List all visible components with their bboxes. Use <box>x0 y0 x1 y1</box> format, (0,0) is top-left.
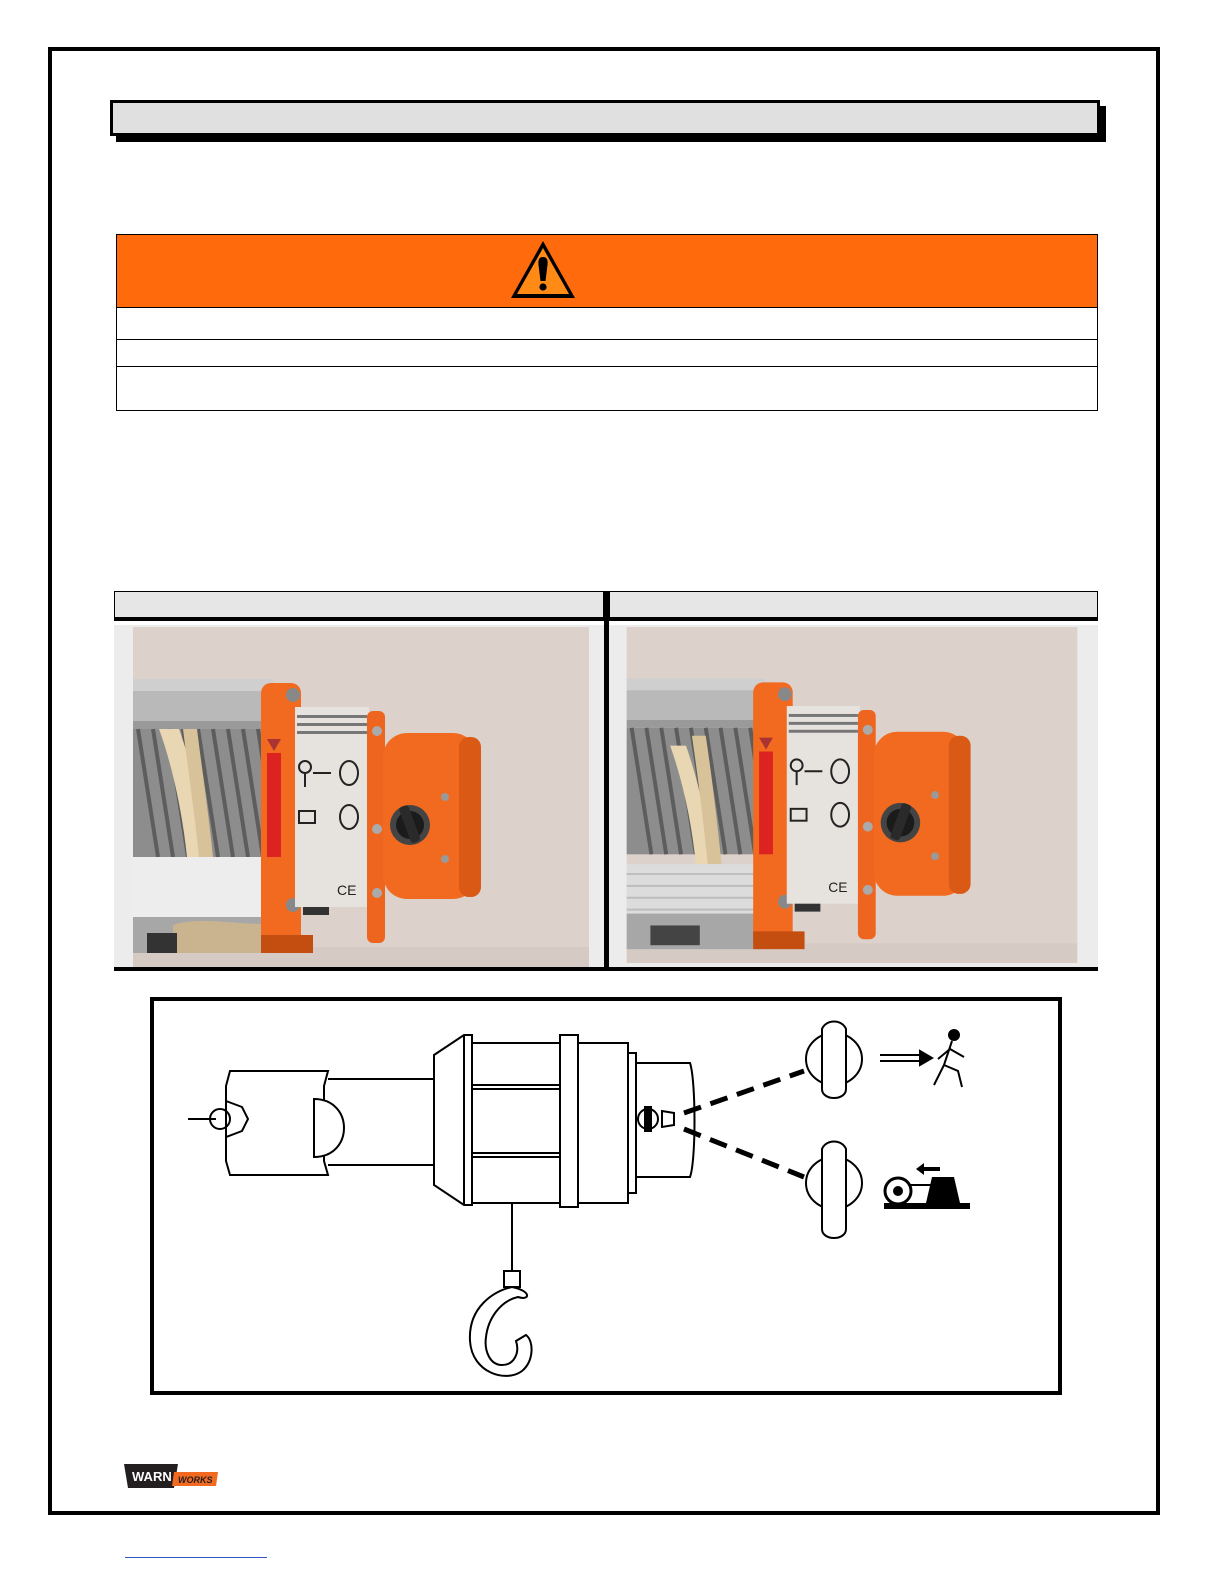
photo-table <box>114 591 1098 971</box>
section-header <box>110 100 1100 136</box>
photo-cell-right <box>609 625 1098 967</box>
winch-line-drawing <box>154 1001 1058 1391</box>
svg-text:CE: CE <box>337 882 357 898</box>
photo-header-left <box>114 591 604 621</box>
warning-row-2 <box>117 340 1097 367</box>
footer-link-underline[interactable] <box>125 1557 267 1558</box>
warn-works-logo <box>124 1462 218 1490</box>
warning-row-1 <box>117 308 1097 340</box>
warning-box <box>116 234 1098 411</box>
svg-text:CE: CE <box>828 878 848 895</box>
photo-header-right <box>609 591 1098 621</box>
photo-table-bottom <box>114 967 1098 971</box>
winch-photo-engaged <box>625 627 1079 963</box>
svg-text:WARN: WARN <box>132 1469 172 1484</box>
winch-photo-free-spool <box>133 627 589 967</box>
warning-triangle-icon <box>509 239 577 301</box>
photo-cell-left <box>114 625 604 967</box>
warning-header <box>117 235 1097 308</box>
person-walking-icon <box>880 1030 964 1087</box>
winch-diagram <box>150 997 1062 1395</box>
svg-text:WORKS: WORKS <box>178 1475 213 1485</box>
warning-row-3 <box>117 367 1097 410</box>
winch-pulling-load-icon <box>884 1163 970 1209</box>
